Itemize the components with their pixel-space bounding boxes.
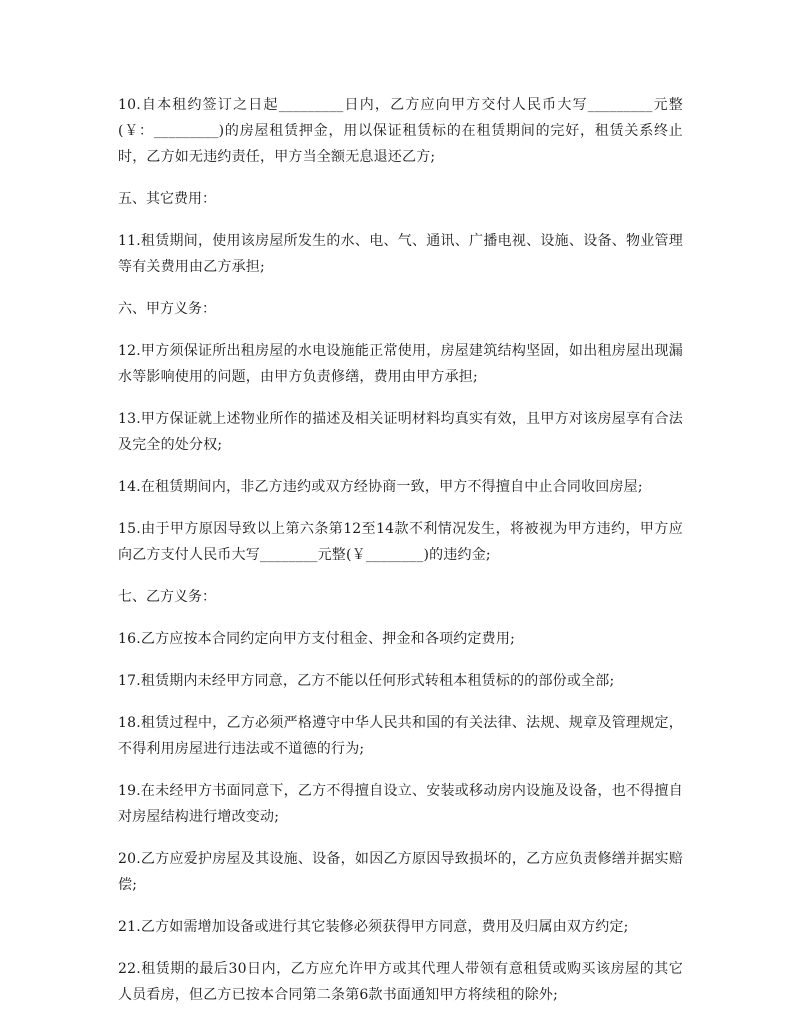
section-heading-party-b-duties: 七、乙方义务： [118,589,216,605]
clause-11: 11.租赁期间，使用该房屋所发生的水、电、气、通讯、广播电视、设施、设备、物业管理等有关费用由乙方承担; [118,233,683,275]
clause-10: 10.自本租约签订之日起_________日内，乙方应向甲方交付人民币大写_________元整(￥：_________)的房屋租赁押金，用以保证租赁标的在租赁期间的完好，租赁关系终止时，乙方如无违约责任，甲方当全额无息退还乙方; [118,97,683,165]
clause-15: 15.由于甲方原因导致以上第六条第12至14款不利情况发生，将被视为甲方违约，甲方应向乙方支付人民币大写________元整(￥________)的违约金; [118,521,683,563]
clause-16: 16.乙方应按本合同约定向甲方支付租金、押金和各项约定费用; [118,631,515,647]
document-body [118,92,683,1024]
clause-17: 17.租赁期内未经甲方同意，乙方不能以任何形式转租本租赁标的的部份或全部; [118,673,615,689]
section-heading-party-a-duties: 六、甲方义务： [118,301,216,317]
clause-19: 19.在未经甲方书面同意下，乙方不得擅自设立、安装或移动房内设施及设备，也不得擅自对房屋结构进行增改变动; [118,783,683,825]
clause-20: 20.乙方应爱护房屋及其设施、设备，如因乙方原因导致损坏的，乙方应负责修缮并据实赔偿; [118,851,683,893]
clause-14: 14.在租赁期间内，非乙方违约或双方经协商一致，甲方不得擅自中止合同收回房屋; [118,479,643,495]
clause-18: 18.租赁过程中，乙方必须严格遵守中华人民共和国的有关法律、法规、规章及管理规定，不得利用房屋进行违法或不道德的行为; [118,715,683,757]
clause-22: 22.租赁期的最后30日内，乙方应允许甲方或其代理人带领有意租赁或购买该房屋的其它人员看房，但乙方已按本合同第二条第6款书面通知甲方将续租的除外; [118,961,683,1003]
clause-21: 21.乙方如需增加设备或进行其它装修必须获得甲方同意，费用及归属由双方约定; [118,919,629,935]
clause-13: 13.甲方保证就上述物业所作的描述及相关证明材料均真实有效，且甲方对该房屋享有合法及完全的处分权; [118,411,683,453]
clause-12: 12.甲方须保证所出租房屋的水电设施能正常使用，房屋建筑结构坚固，如出租房屋出现漏水等影响使用的问题，由甲方负责修缮，费用由甲方承担; [118,343,683,385]
section-heading-other-fees: 五、其它费用： [118,191,216,207]
